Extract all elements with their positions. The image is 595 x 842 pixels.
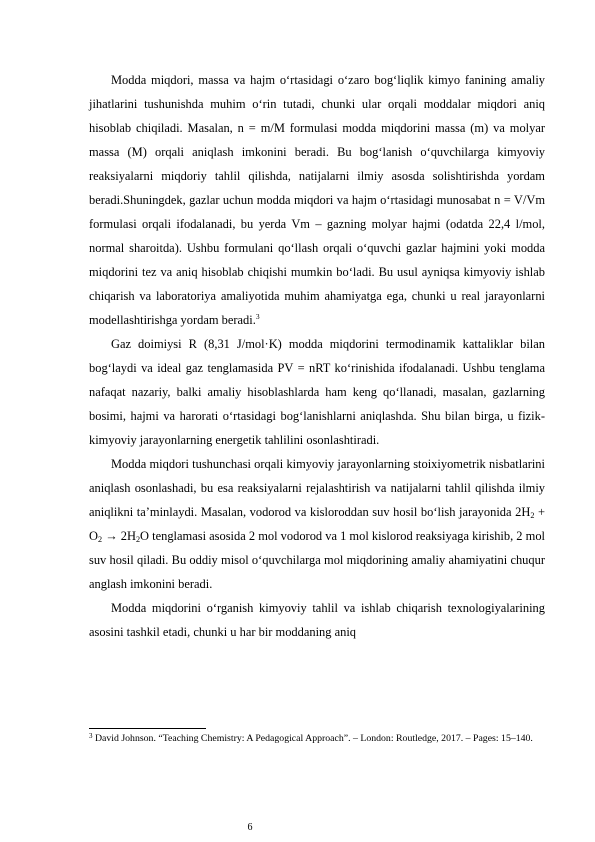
subscript: 2 [135, 535, 141, 544]
paragraph-3-text-start: Modda miqdori tushunchasi orqali kimyoviy jarayonlarning stoixiyometrik nisbatlarini aniqlash osonlashadi, bu esa reaksiyalarni rejalashtirish va natijalarni tahlil qilishda ilmiy aniqlikni ta’minlaydi. Masalan, vodorod va kisloroddan suv hosil bo‘lish jarayonida 2H [89, 457, 545, 519]
page-number: 6 [247, 822, 253, 833]
subscript: 2 [97, 535, 103, 544]
footnote-reference[interactable]: 3 [255, 312, 260, 321]
subscript: 2 [530, 511, 535, 520]
footnote-separator [89, 728, 206, 729]
equation-part: + O [89, 505, 545, 543]
paragraph-2: Gaz doimiysi R (8,31 J/mol·K) modda miqdorini termodinamik kattaliklar bilan bog‘laydi va ideal gaz tenglamasida PV = nRT ko‘rinishida ifodalanadi. Ushbu tenglama nafaqat nazariy, balki amaliy hisoblashlarda ham keng qo‘llanadi, masalan, gazlarning bosimi, hajmi va harorati o‘rtasidagi bog‘lanishlarni aniqlashda. Shu bilan birga, u fizik-kimyoviy jarayonlarning energetik tahlilini osonlashtiradi. [89, 337, 545, 447]
footnote-marker: 3 [89, 732, 93, 740]
equation-part: → 2H [102, 529, 136, 543]
body-text [89, 68, 545, 644]
footnote [89, 732, 545, 746]
footnote-text: David Johnson. “Teaching Chemistry: A Pedagogical Approach”. – London: Routledge, 2017. – Pages: 15–140. [92, 733, 533, 744]
paragraph-1 [89, 68, 545, 332]
paragraph-4: Modda miqdorini o‘rganish kimyoviy tahlil va ishlab chiqarish texnologiyalarining asosini tashkil etadi, chunki u har bir moddaning aniq [89, 601, 545, 639]
paragraph-3-text-end: O tenglamasi asosida 2 mol vodorod va 1 mol kislorod reaksiyaga kirishib, 2 mol suv hosil qiladi. Bu oddiy misol o‘quvchilarga mol miqdorining amaliy ahamiyatini chuqur anglash imkonini beradi. [89, 529, 545, 591]
paragraph-1-text: Modda miqdori, massa va hajm o‘rtasidagi o‘zaro bog‘liqlik kimyo fanining amaliy jihatlarini tushunishda muhim o‘rin tutadi, chunki ular orqali moddalar miqdori aniq hisoblab chiqiladi. Masalan, n = m/M formulasi modda miqdorini massa (m) va molyar massa (M) orqali aniqlash imkonini beradi. Bu bog‘lanish o‘quvchilarga kimyoviy reaksiyalarni miqdoriy tahlil qilishda, natijalarni ilmiy asosda solishtirishda yordam beradi.Shuningdek, gazlar uchun modda miqdori va hajm o‘rtasidagi munosabat n = V/Vm formulasi orqali ifodalanadi, bu yerda Vm – gazning molyar hajmi (odatda 22,4 l/mol, normal sharoitda). Ushbu formulani qo‘llash orqali o‘quvchi gazlar hajmini yoki modda miqdorini tez va aniq hisoblab chiqishi mumkin bo‘ladi. Bu usul ayniqsa kimyoviy ishlab chiqarish va laboratoriya amaliyotida muhim ahamiyatga ega, chunki u real jarayonlarni modellashtirishga yordam beradi. [89, 73, 545, 327]
paragraph-3 [89, 452, 545, 596]
